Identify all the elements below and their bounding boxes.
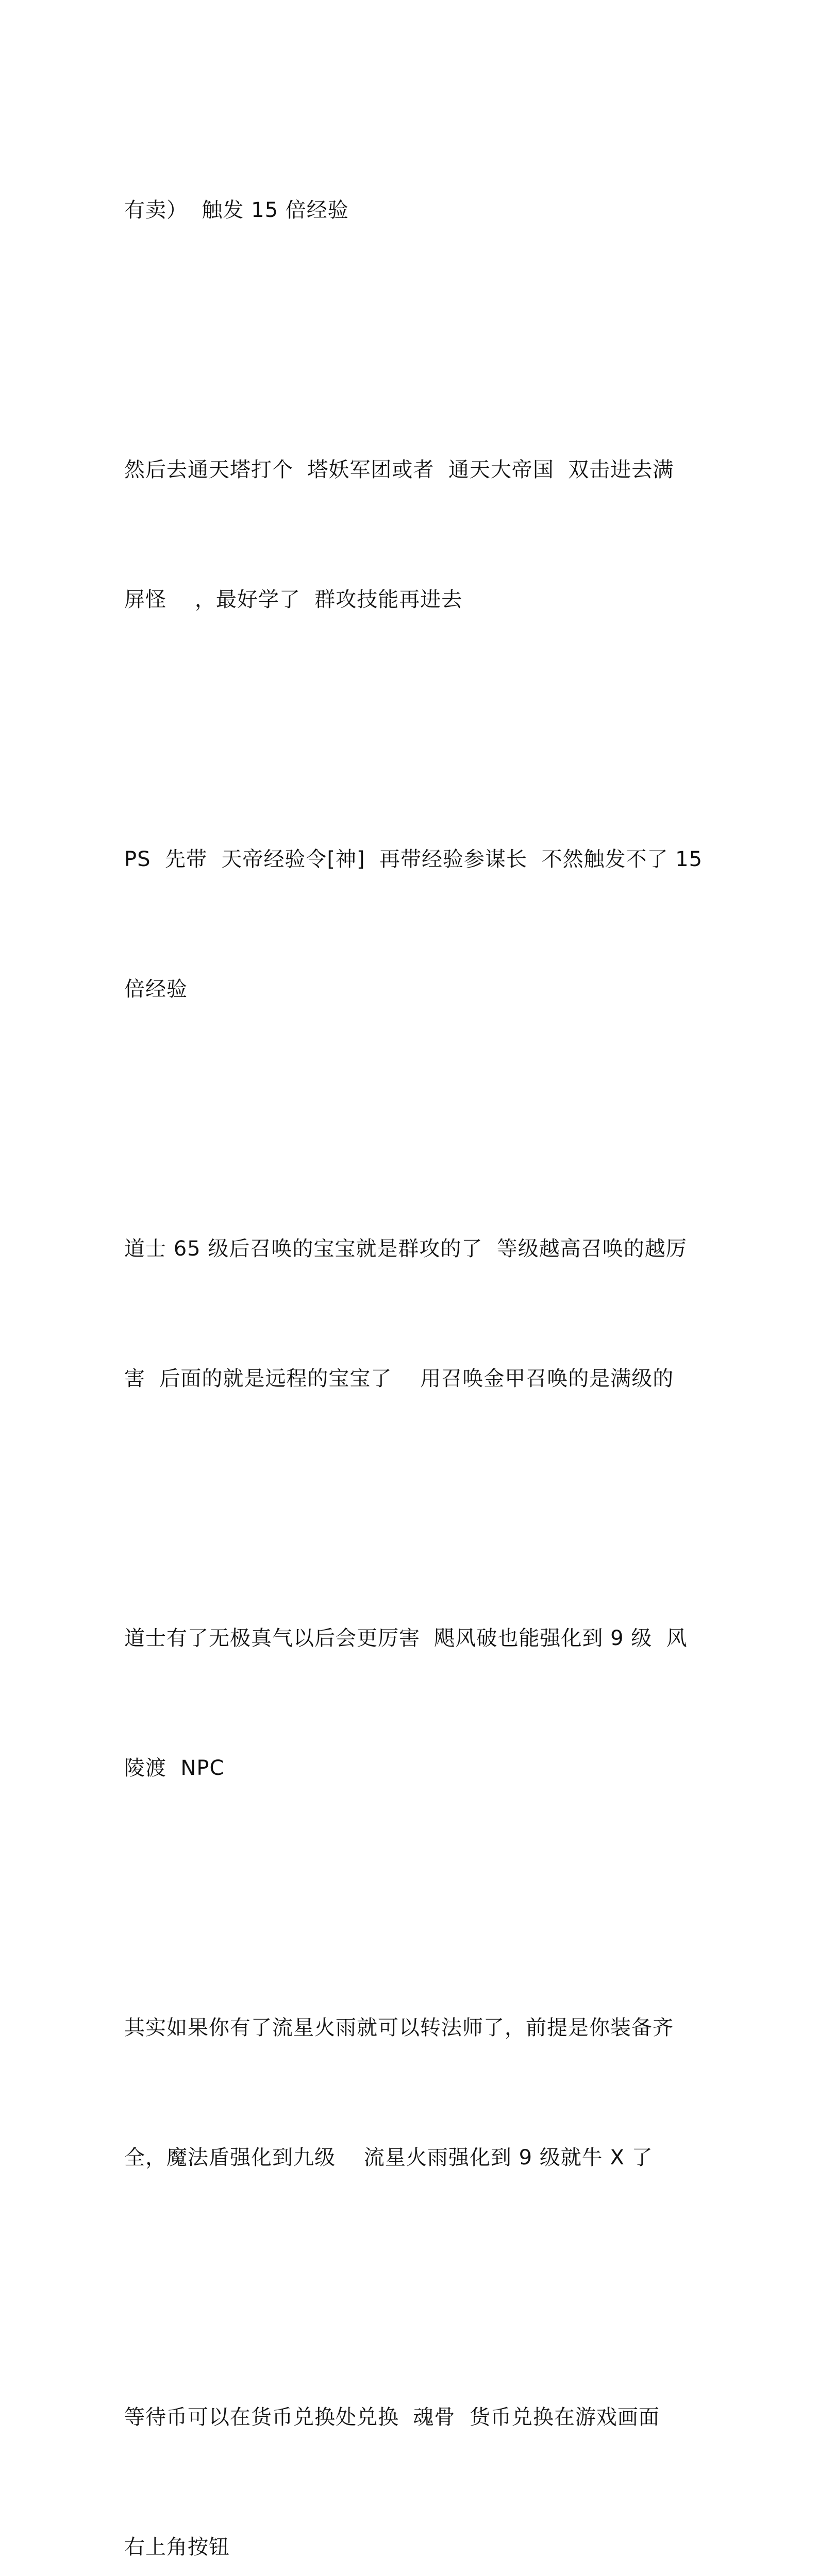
paragraph-line: 等待币可以在货币兑换处兑换 魂骨 货币兑换在游戏画面 (124, 2405, 660, 2429)
paragraph-line: 倍经验 (124, 977, 188, 1001)
paragraph-4 (124, 1141, 702, 1487)
paragraph-line: 全，魔法盾强化到九级 流星火雨强化到 9 级就牛 X 了 (124, 2146, 653, 2170)
paragraph-3 (124, 751, 702, 1097)
paragraph-1 (124, 102, 702, 318)
document-body (124, 102, 702, 2576)
paragraph-line: 其实如果你有了流星火雨就可以转法师了，前提是你装备齐 (124, 2016, 674, 2040)
paragraph-7 (124, 2309, 702, 2576)
paragraph-line: PS 先带 天帝经验令[神] 再带经验参谋长 不然触发不了 15 (124, 848, 703, 871)
paragraph-line: 有卖） 触发 15 倍经验 (124, 198, 349, 222)
paragraph-line: 害 后面的就是远程的宝宝了 用召唤金甲召唤的是满级的 (124, 1367, 674, 1391)
paragraph-line: 陵渡 NPC (124, 1756, 225, 1780)
paragraph-line: 道士 65 级后召唤的宝宝就是群攻的了 等级越高召唤的越厉 (124, 1237, 687, 1261)
paragraph-line: 右上角按钮 (124, 2535, 230, 2559)
paragraph-5 (124, 1530, 702, 1876)
paragraph-line: 然后去通天塔打个 塔妖军团或者 通天大帝国 双击进去满 (124, 458, 674, 482)
paragraph-2 (124, 362, 702, 708)
paragraph-6 (124, 1920, 702, 2266)
paragraph-line: 道士有了无极真气以后会更厉害 飓风破也能强化到 9 级 风 (124, 1626, 688, 1650)
paragraph-line: 屏怪 ，最好学了 群攻技能再进去 (124, 588, 463, 612)
